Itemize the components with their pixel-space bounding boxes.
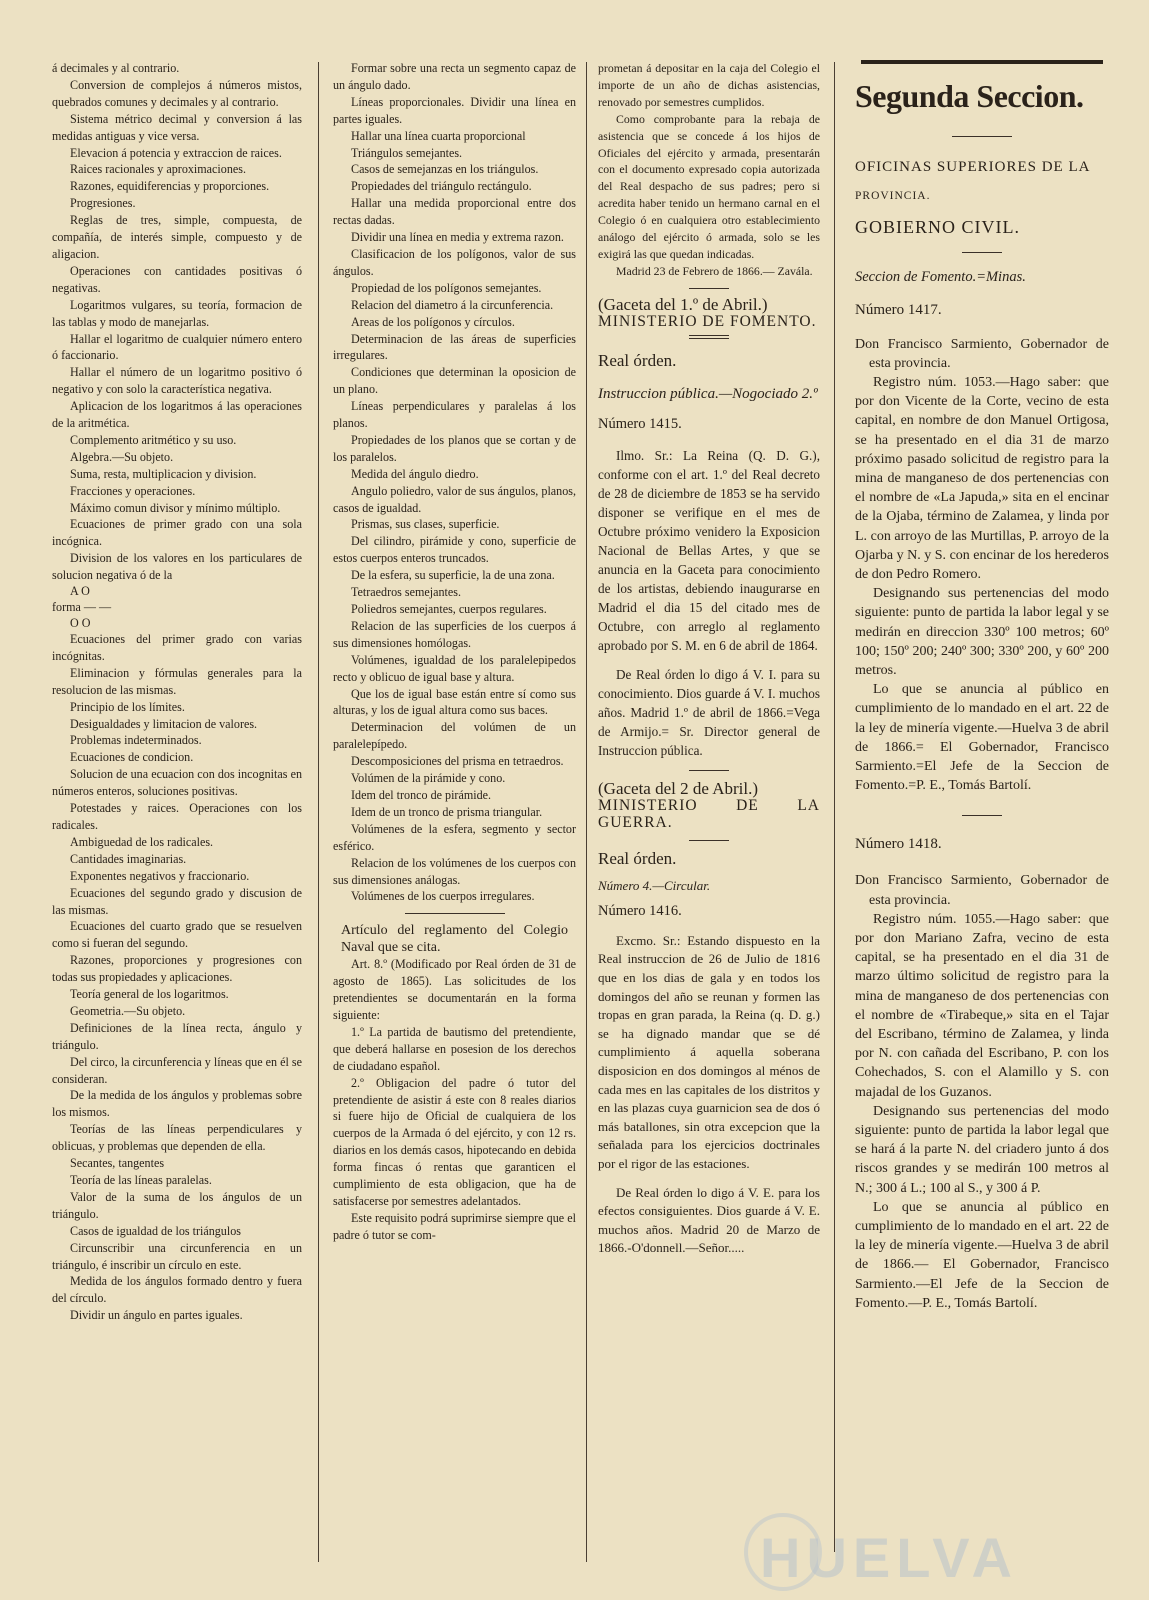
text-line: De Real órden lo digo á V. E. para los efectos consiguientes. Dios guarde á V. E. muchos años. Madrid 20 de Marzo de 1866.-O'donnell.—Señor..... bbox=[598, 1184, 820, 1256]
text-line: Razones, proporciones y progresiones con todas sus propiedades y aplicaciones. bbox=[52, 953, 302, 985]
divider bbox=[689, 840, 729, 841]
text-line: Del cilindro, pirámide y cono, superficie de estos cuerpos enteros truncados. bbox=[333, 534, 576, 566]
text-line: prometan á depositar en la caja del Colegio el importe de un año de dichas asistencias, renovado por semestres cumplidos. bbox=[598, 61, 820, 109]
text-line: De la medida de los ángulos y problemas sobre los mismos. bbox=[52, 1088, 302, 1120]
fraction-denominator: O O bbox=[70, 616, 91, 630]
text-line: Designando sus pertenencias del modo siguiente: punto de partida la labor legal que se hará á la parte N. del criadero junto á dos riscos grandes y se medirán 100 metros al N.; 300 á L.; 100 al S., y 300 á P. bbox=[855, 1103, 1109, 1196]
ministerio-fomento-heading: MINISTERIO DE FOMENTO. bbox=[598, 312, 817, 330]
text-line: Volúmen de la pirámide y cono. bbox=[351, 771, 506, 786]
text-line: Relacion de los volúmenes de los cuerpos con sus dimensiones análogas. bbox=[333, 855, 576, 887]
text-line: Este requisito podrá suprimirse siempre que el padre ó tutor se com- bbox=[333, 1210, 576, 1242]
text-line: Razones, equidiferencias y proporciones. bbox=[70, 179, 270, 194]
column-rule-1 bbox=[318, 62, 319, 1562]
text-line: Suma, resta, multiplicacion y division. bbox=[70, 466, 257, 481]
text-line: Determinacion de las áreas de superficies irregulares. bbox=[333, 331, 576, 363]
text-line: Idem de un tronco de prisma triangular. bbox=[351, 804, 543, 819]
text-line: Don Francisco Sarmiento, Gobernador de esta provincia. bbox=[855, 873, 1109, 908]
text-line: Hallar una línea cuarta proporcional bbox=[351, 128, 526, 143]
text-line: Conversion de complejos á números mistos, quebrados comunes y decimales y al contrario. bbox=[52, 77, 302, 109]
text-line: Designando sus pertenencias del modo siguiente: punto de partida la labor legal y se medirán en direccion 330º 100 metros; 60º 100; 150º 200; 240º 300; 330º 200, y 60º 200 metros. bbox=[855, 586, 1109, 678]
text-line: Problemas indeterminados. bbox=[70, 733, 202, 748]
text-line: 1.º La partida de bautismo del pretendiente, que deberá hallarse en posesion de los derechos de ciudadano español. bbox=[333, 1024, 576, 1073]
text-line: Art. 8.º (Modificado por Real órden de 31 de agosto de 1865). Las solicitudes de los pretendientes se documentarán en la forma siguiente: bbox=[333, 957, 576, 1023]
text-line: De Real órden lo digo á V. I. para su conocimiento. Dios guarde á V. I. muchos años. Madrid 1.º de abril de 1866.=Vega de Armijo.= Sr. Director general de Instruccion pública. bbox=[598, 667, 820, 759]
text-line: á decimales y al contrario. bbox=[52, 61, 180, 75]
text-line: Ecuaciones de condicion. bbox=[70, 750, 194, 765]
text-line: Condiciones que determinan la oposicion de un plano. bbox=[333, 365, 576, 397]
text-line: Propiedades del triángulo rectángulo. bbox=[351, 179, 532, 194]
text-line: Relacion de las superficies de los cuerpos á sus dimensiones homólogas. bbox=[333, 618, 576, 650]
text-line: Volúmenes, igualdad de los paralelepipedos recto y oblicuo de igual base y altura. bbox=[333, 652, 576, 684]
text-line: Principio de los límites. bbox=[70, 699, 185, 714]
text-line: Relacion del diametro á la circunferencia. bbox=[351, 297, 554, 312]
text-line: Valor de la suma de los ángulos de un triángulo. bbox=[52, 1189, 302, 1221]
instruccion-heading: Instruccion pública.—Nogociado 2.º bbox=[598, 385, 818, 402]
text-line: Que los de igual base están entre sí como sus alturas, y los de igual altura como sus baces. bbox=[333, 686, 576, 718]
divider bbox=[952, 136, 1012, 137]
text-line: Propiedades de los planos que se cortan y de los paralelos. bbox=[333, 432, 576, 464]
text-line: Máximo comun divisor y mínimo múltiplo. bbox=[70, 500, 281, 515]
text-line: Casos de semejanzas en los triángulos. bbox=[351, 162, 539, 177]
text-line: Determinacion del volúmen de un paralelepípedo. bbox=[333, 720, 576, 752]
divider bbox=[689, 335, 729, 339]
fraction-numerator: A O bbox=[70, 584, 90, 599]
text-line: Elevacion á potencia y extraccion de raices. bbox=[70, 145, 282, 160]
column-4 bbox=[855, 60, 1109, 1313]
column-2 bbox=[333, 60, 576, 1244]
text-line: Algebra.—Su objeto. bbox=[70, 449, 174, 464]
text-line: Del circo, la circunferencia y líneas que en él se consideran. bbox=[52, 1054, 302, 1086]
text-line: Ilmo. Sr.: La Reina (Q. D. G.), conforme con el art. 1.º del Real decreto de 28 de diciembre de 1853 se ha servido disponer se verifique en el mes de Octubre próximo venidero la Exposicion Nacional de Bellas Artes, y que se anuncia en la Gaceta para conocimiento de los artistas, debiendo inaugurarse en Madrid el dia 15 del citado mes de Octubre, con arreglo al reglamento aprobado por S. M. en 6 de abril de 1864. bbox=[598, 448, 820, 654]
fraction-label: forma — — bbox=[52, 600, 112, 615]
text-line: Secantes, tangentes bbox=[70, 1156, 165, 1171]
real-orden-heading-1: Real órden. bbox=[598, 350, 677, 370]
text-line: Madrid 23 de Febrero de 1866.— Zavála. bbox=[616, 263, 813, 278]
text-line: Hallar el número de un logaritmo positivo ó negativo y con solo la característica negativa. bbox=[52, 365, 302, 397]
gaceta-heading-2: (Gaceta del 2 de Abril.) bbox=[598, 779, 759, 799]
text-line: Progresiones. bbox=[70, 196, 136, 211]
text-line: De la esfera, su superficie, la de una zona. bbox=[351, 568, 555, 583]
column-1 bbox=[52, 60, 302, 1324]
ministerio-guerra-heading: MINISTERIO DE LA GUERRA. bbox=[598, 797, 820, 832]
text-line: Cantidades imaginarias. bbox=[70, 851, 187, 866]
divider bbox=[861, 60, 1103, 64]
text-line: Clasificacion de los polígonos, valor de sus ángulos. bbox=[333, 246, 576, 278]
text-line: Volúmenes de los cuerpos irregulares. bbox=[351, 889, 535, 904]
divider bbox=[689, 288, 729, 289]
circular-heading: Número 4.—Circular. bbox=[598, 878, 711, 894]
text-line: 2.º Obligacion del padre ó tutor del pretendiente de asistir á este con 8 reales diarios si fuere hijo de Oficial de cualquiera de los cuerpos de la Armada ó del ejército, y con 12 rs. diarios en los demás casos, hipotecando en debida forma fincas ó rentas que garanticen el cumplimiento de esta obligacion, que ha de satisfacerse por semestres adelantados. bbox=[333, 1075, 576, 1208]
text-line: Teoría general de los logaritmos. bbox=[70, 987, 229, 1002]
text-line: Poliedros semejantes, cuerpos regulares. bbox=[351, 602, 547, 616]
text-line: Medida del ángulo diedro. bbox=[351, 466, 479, 481]
text-line: Sistema métrico decimal y conversion á las medidas antiguas y vice versa. bbox=[52, 111, 302, 143]
text-line: Idem del tronco de pirámide. bbox=[351, 787, 492, 802]
text-line: Como comprobante para la rebaja de asistencia que se concede á los hijos de Oficiales del ejército y armada, presentarán con el documento expresado copia autorizada del Real despacho de sus padres; pero si acredita haber tenido un hermano carnal en el Colegio ó en cualquiera otro establecimiento análogo del ejército ó armada, solo se les exigirá las que quedan indicadas. bbox=[598, 111, 820, 261]
column-rule-2 bbox=[586, 62, 587, 1562]
divider bbox=[962, 252, 1002, 253]
numero-1416: Número 1416. bbox=[598, 902, 682, 919]
gaceta-heading-1: (Gaceta del 1.º de Abril.) bbox=[598, 294, 768, 314]
text-line: Teorías de las líneas perpendiculares y oblicuas, y problemas que dependen de ella. bbox=[52, 1122, 302, 1154]
text-line: Raices racionales y aproximaciones. bbox=[70, 162, 246, 177]
text-line: Circunscribir una circunferencia en un triángulo, é inscribir un círculo en este. bbox=[52, 1240, 302, 1272]
divider bbox=[405, 913, 505, 914]
text-line: Triángulos semejantes. bbox=[351, 145, 463, 160]
text-line: Exponentes negativos y fraccionario. bbox=[70, 868, 250, 883]
text-line: Casos de igualdad de los triángulos bbox=[70, 1223, 241, 1238]
text-line: Ambiguedad de los radicales. bbox=[70, 834, 214, 849]
text-line: Lo que se anuncia al público en cumplimiento de lo mandado en el art. 22 de la ley de minería vigente.—Huelva 3 de abril de 1866.= El Gobernador, Francisco Sarmiento.=El Jefe de la Seccion de Fomento.=P. E., Tomás Bartolí. bbox=[855, 682, 1109, 794]
divider bbox=[689, 770, 729, 771]
text-line: Potestades y raices. Operaciones con los radicales. bbox=[52, 801, 302, 832]
text-line: Dividir una línea en media y extrema razon. bbox=[351, 230, 564, 245]
seccion-fomento-heading: Seccion de Fomento.=Minas. bbox=[855, 268, 1026, 285]
text-line: Reglas de tres, simple, compuesta, de compañía, de interés simple, compuesto y de aligacion. bbox=[52, 213, 302, 261]
text-line: Division de los valores en los particulares de solucion negativa ó de la bbox=[52, 551, 302, 583]
text-line: Teoría de las líneas paralelas. bbox=[70, 1173, 212, 1187]
text-line: Hallar el logaritmo de cualquier número entero ó faccionario. bbox=[52, 331, 302, 363]
numero-1417: Número 1417. bbox=[855, 301, 942, 318]
text-line: Registro núm. 1055.—Hago saber: que por don Mariano Zafra, vecino de esta capital, se ha presentado en el dia 31 de marzo último solicitud de registro para la mina de manganeso de dos pertenencias con el nombre de «Tirabeque,» sita en el Tajar del Escribano, término de Zalamea, y linda por N. con cañada del Escribano, P. con los Cohechados, S. con el Alamillo y S. con majadal de los Guzanos. bbox=[855, 911, 1109, 1100]
text-line: Propiedad de los polígonos semejantes. bbox=[351, 280, 542, 295]
text-line: Tetraedros semejantes. bbox=[351, 585, 461, 600]
text-line: Líneas proporcionales. Dividir una línea en partes iguales. bbox=[333, 94, 576, 126]
text-line: Lo que se anuncia al público en cumplimiento de lo mandado en el art. 22 de la ley de minería vigente.—Huelva 3 de abril de 1866.— El Gobernador, Francisco Sarmiento.—El Jefe de la Seccion de Fomento.—P. E., Tomás Bartolí. bbox=[855, 1199, 1109, 1311]
text-line: Hallar una medida proporcional entre dos rectas dadas. bbox=[333, 196, 576, 228]
column-rule-3 bbox=[834, 62, 835, 1552]
real-orden-heading-2: Real órden. bbox=[598, 849, 677, 869]
text-line: Ecuaciones del primer grado con varias incógnitas. bbox=[52, 632, 302, 663]
text-line: Logaritmos vulgares, su teoría, formacion de las tablas y modo de manejarlas. bbox=[52, 297, 302, 329]
numero-1418: Número 1418. bbox=[855, 836, 942, 853]
column-3 bbox=[598, 60, 820, 1258]
text-line: Operaciones con cantidades positivas ó negativas. bbox=[52, 263, 302, 295]
text-line: Descomposiciones del prisma en tetraedros. bbox=[351, 754, 564, 769]
text-line: Medida de los ángulos formado dentro y fuera del círculo. bbox=[52, 1274, 302, 1306]
text-line: Areas de los polígonos y círculos. bbox=[351, 314, 515, 329]
text-line: Desigualdades y limitacion de valores. bbox=[70, 716, 258, 731]
text-line: Solucion de una ecuacion con dos incognitas en números enteros, soluciones positivas. bbox=[52, 767, 302, 799]
gobierno-heading: GOBIERNO CIVIL. bbox=[855, 216, 1020, 237]
provincia-heading: PROVINCIA. bbox=[855, 189, 931, 202]
text-line: Volúmenes de la esfera, segmento y sector esférico. bbox=[333, 821, 576, 853]
text-line: Aplicacion de los logaritmos á las operaciones de la aritmética. bbox=[52, 399, 302, 431]
text-line: Ecuaciones del segundo grado y discusion de las mismas. bbox=[52, 885, 302, 917]
text-line: Complemento aritmético y su uso. bbox=[70, 432, 237, 447]
text-line: Eliminacion y fórmulas generales para la resolucion de las mismas. bbox=[52, 665, 302, 697]
text-line: Fracciones y operaciones. bbox=[70, 483, 196, 498]
segunda-seccion-heading: Segunda Seccion. bbox=[855, 78, 1084, 114]
watermark: HUELVA bbox=[760, 1526, 1018, 1589]
text-line: Ecuaciones de primer grado con una sola incógnica. bbox=[52, 517, 302, 549]
article-heading: Artículo del reglamento del Colegio Naval que se cita. bbox=[341, 923, 568, 956]
numero-1415: Número 1415. bbox=[598, 415, 682, 432]
divider bbox=[962, 815, 1002, 816]
oficinas-heading: OFICINAS SUPERIORES DE LA bbox=[855, 159, 1091, 175]
text-line: Geometria.—Su objeto. bbox=[70, 1003, 186, 1018]
text-line: Registro núm. 1053.—Hago saber: que por don Vicente de la Corte, vecino de esta capital, en nombre de don Manuel Ortigosa, se ha presentado en el dia 31 de marzo próximo pasado solicitud de registro para la mina de manganeso de dos pertenencias con el nombre de «La Japuda,» sita en el encinar de la Ojaba, término de Zalamea, y linda por L. con arroyo de las Murtillas, P. arroyo de la Ojarba y N. y S. con encinar de los herederos de don Pedro Romero. bbox=[855, 374, 1109, 582]
text-line: Prismas, sus clases, superficie. bbox=[351, 517, 500, 532]
text-line: Líneas perpendiculares y paralelas á los planos. bbox=[333, 399, 576, 431]
text-line: Ecuaciones del cuarto grado que se resuelven como si fueran del segundo. bbox=[52, 919, 302, 951]
text-line: Definiciones de la línea recta, ángulo y triángulo. bbox=[52, 1020, 302, 1052]
text-line: Don Francisco Sarmiento, Gobernador de esta provincia. bbox=[855, 336, 1109, 371]
text-line: Dividir un ángulo en partes iguales. bbox=[70, 1308, 243, 1323]
text-line: Formar sobre una recta un segmento capaz de un ángulo dado. bbox=[333, 61, 576, 92]
text-line: Excmo. Sr.: Estando dispuesto en la Real instruccion de 26 de Julio de 1816 que en los dias de gala y en todos los domingos del año se reunan y formen las tropas en gran parada, la Reina (q. D. g.) se ha dignado mandar que se dé cumplimiento á aquella soberana disposicion en dos domingos al ménos de cada mes en las capitales de los distritos y en las plazas cuya guarnicion sea de dos ó más batallones, sin otra excepcion que la señalada para los ejercicios doctrinales por el rigor de las estaciones. bbox=[598, 932, 820, 1171]
text-line: Angulo poliedro, valor de sus ángulos, planos, casos de igualdad. bbox=[333, 483, 576, 515]
